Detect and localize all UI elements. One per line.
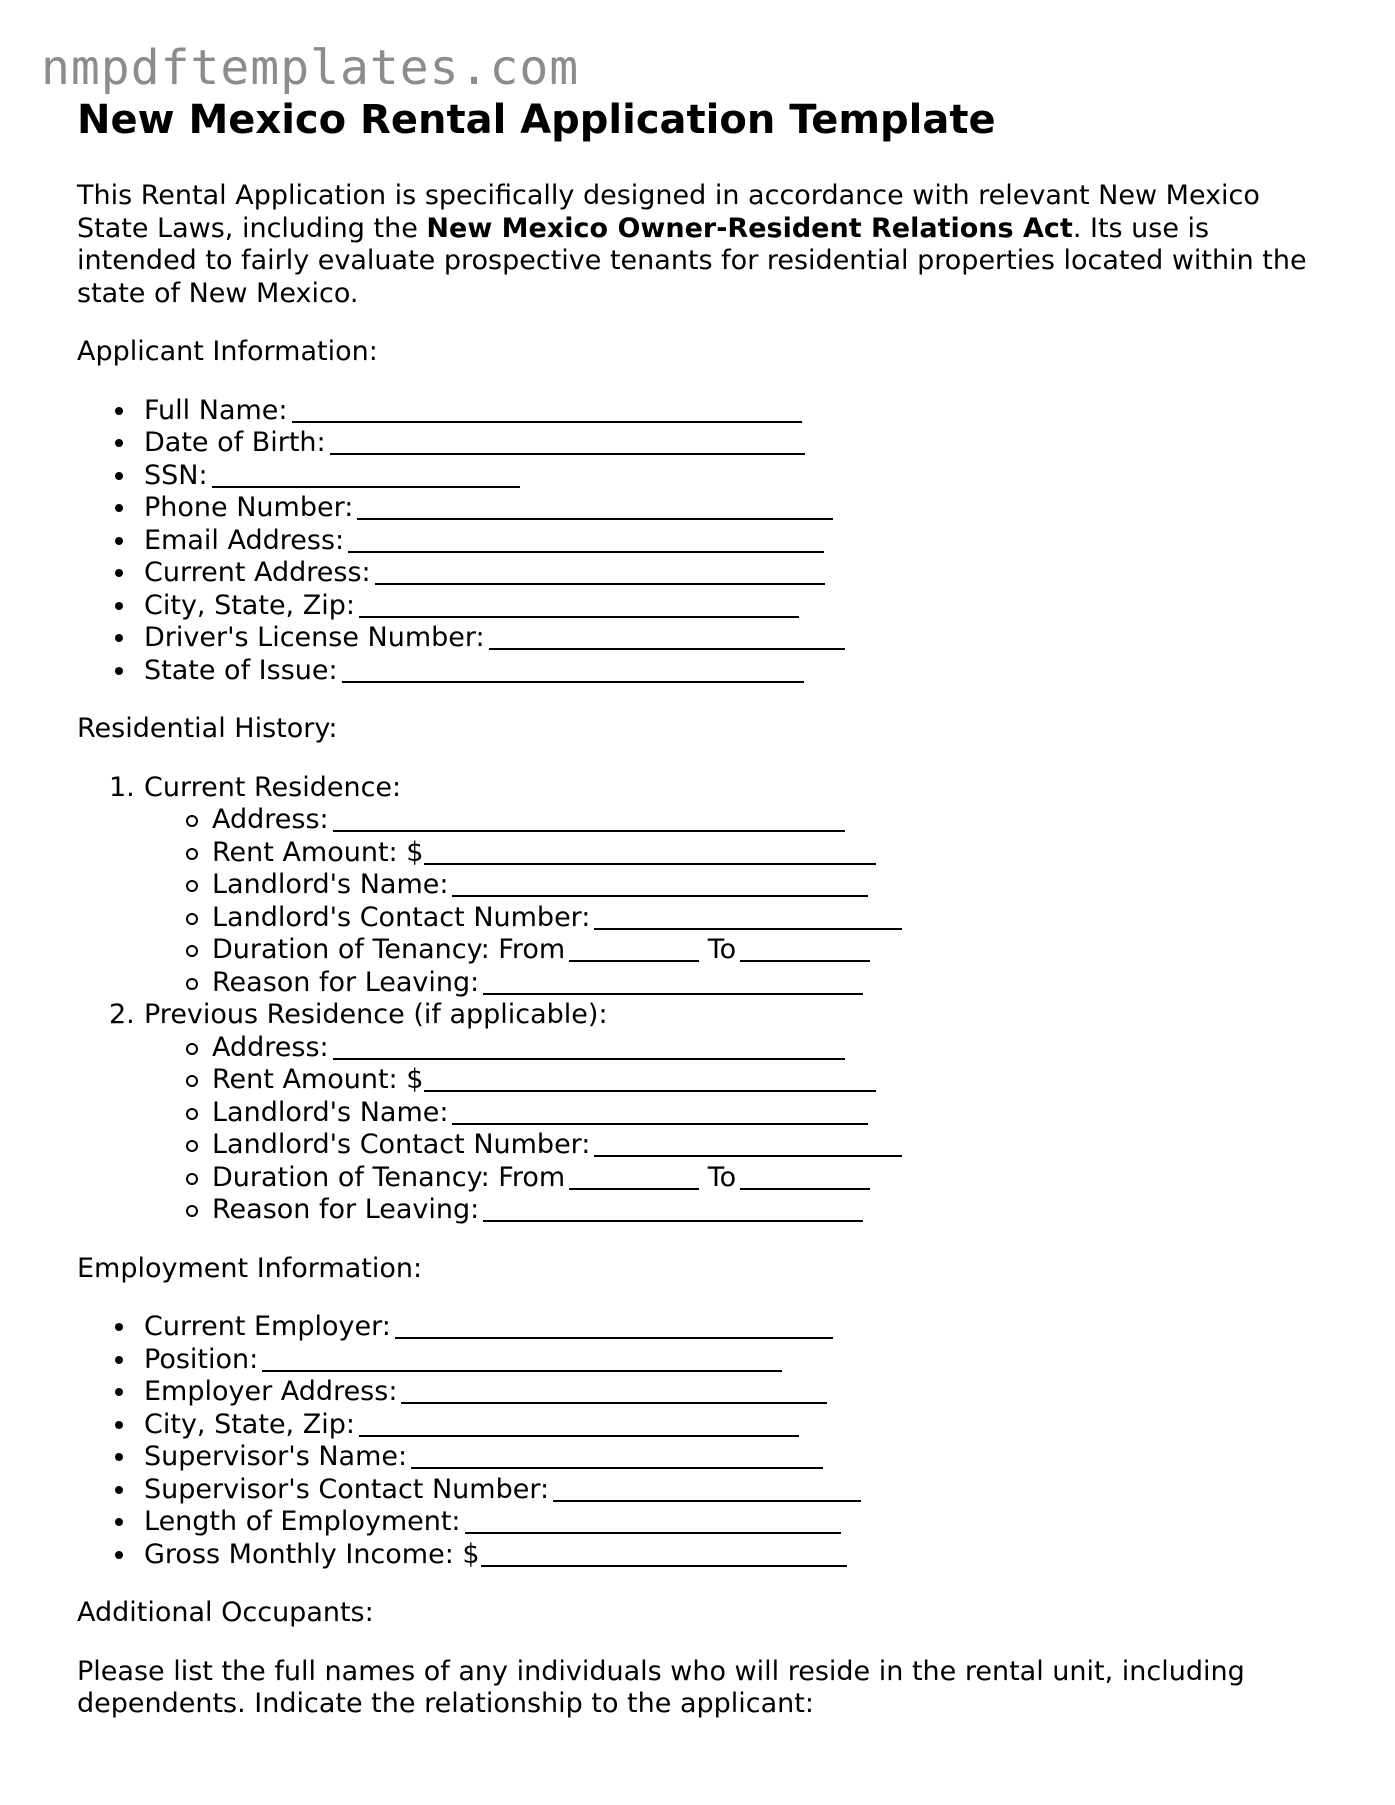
field-label: Current Address: — [144, 557, 371, 588]
field-employer-address — [77, 1376, 1367, 1409]
current-employer-blank[interactable] — [395, 1337, 833, 1339]
gross-monthly-income-blank[interactable] — [481, 1565, 847, 1567]
field-label: Length of Employment: — [144, 1506, 461, 1537]
occupants-instructions: Please list the full names of any individuals who will reside in the rental unit, including dependents. Indicate the relationship to the applicant: — [77, 1655, 1245, 1719]
previous-reason-blank[interactable] — [483, 1220, 863, 1222]
previous-duration-from-blank[interactable] — [569, 1188, 699, 1190]
occupants-section-heading: Additional Occupants: — [77, 1597, 374, 1628]
current-address-blank[interactable] — [375, 583, 825, 585]
previous-landlord-contact-field — [144, 1129, 1367, 1162]
current-rent-amount-blank[interactable] — [424, 863, 876, 865]
previous-residence-label: Previous Residence (if applicable): — [144, 999, 608, 1030]
current-residence-label: Current Residence: — [144, 771, 402, 803]
field-label: Reason for Leaving: — [212, 966, 480, 998]
field-current-employer — [77, 1311, 1367, 1344]
field-label: Landlord's Name: — [212, 869, 449, 900]
current-residence-address-blank[interactable] — [333, 830, 845, 832]
length-of-employment-blank[interactable] — [465, 1532, 841, 1534]
duration-to-label: To — [707, 1161, 737, 1193]
intro-text-end: . Its use is intended to fairly evaluate prospective tenants for residential properties located within the state of New Mexico. — [77, 212, 1307, 309]
ssn-blank[interactable] — [212, 486, 520, 488]
current-landlord-name-blank[interactable] — [452, 895, 868, 897]
current-rent-field — [144, 837, 1367, 870]
field-label: Phone Number: — [144, 492, 354, 523]
previous-landlord-name-field — [144, 1097, 1367, 1130]
current-landlord-name-field — [144, 869, 1367, 902]
current-landlord-contact-blank[interactable] — [594, 928, 902, 930]
field-label: Rent Amount: $ — [212, 1064, 424, 1095]
state-of-issue-blank[interactable] — [342, 681, 804, 683]
field-supervisor-contact — [77, 1474, 1367, 1507]
duration-to-label: To — [707, 934, 737, 965]
current-address-field — [144, 804, 1367, 837]
field-label: Supervisor's Contact Number: — [144, 1473, 550, 1505]
field-gross-monthly-income — [77, 1539, 1367, 1572]
intro-paragraph — [77, 180, 1327, 310]
previous-residence-address-blank[interactable] — [333, 1058, 845, 1060]
field-label: Employer Address: — [144, 1376, 398, 1407]
field-label: State of Issue: — [144, 654, 338, 686]
field-date-of-birth — [77, 427, 1367, 460]
applicant-section-heading: Applicant Information: — [77, 336, 378, 367]
field-label: Email Address: — [144, 524, 345, 556]
field-employer-city-state-zip — [77, 1409, 1367, 1442]
field-label: Supervisor's Name: — [144, 1441, 408, 1472]
field-label: Rent Amount: $ — [212, 836, 424, 868]
field-label: Full Name: — [144, 394, 288, 426]
previous-duration-to-blank[interactable] — [740, 1188, 870, 1190]
current-duration-from-blank[interactable] — [569, 960, 699, 962]
field-label: SSN: — [144, 459, 208, 491]
current-residence-fields — [144, 804, 1367, 999]
watermark-text: nmpdftemplates.com — [41, 40, 580, 96]
field-label: Reason for Leaving: — [212, 1194, 480, 1225]
field-label: Gross Monthly Income: $ — [144, 1538, 480, 1570]
supervisor-contact-blank[interactable] — [553, 1500, 861, 1502]
page-title: New Mexico Rental Application Template — [77, 97, 996, 143]
field-label: Position: — [144, 1343, 259, 1375]
position-blank[interactable] — [262, 1370, 782, 1372]
field-supervisor-name — [77, 1441, 1367, 1474]
field-length-of-employment — [77, 1506, 1367, 1539]
field-drivers-license-number — [77, 622, 1367, 655]
field-label: Driver's License Number: — [144, 622, 485, 653]
previous-address-field — [144, 1032, 1367, 1065]
employment-section-heading: Employment Information: — [77, 1252, 423, 1284]
field-city-state-zip — [77, 590, 1367, 623]
date-of-birth-blank[interactable] — [330, 453, 805, 455]
previous-reason-field — [144, 1194, 1367, 1227]
field-label: Address: — [212, 804, 329, 835]
list-number: 2. — [109, 999, 135, 1030]
field-label: Current Employer: — [144, 1311, 391, 1342]
current-residence-item — [77, 772, 1367, 1000]
current-landlord-contact-field — [144, 902, 1367, 935]
field-current-address — [77, 557, 1367, 590]
previous-duration-field — [144, 1162, 1367, 1195]
full-name-blank[interactable] — [292, 421, 802, 423]
field-label: Address: — [212, 1031, 329, 1063]
previous-rent-field — [144, 1064, 1367, 1097]
previous-landlord-contact-blank[interactable] — [594, 1155, 902, 1157]
document-page — [77, 94, 1367, 1721]
current-reason-blank[interactable] — [483, 993, 863, 995]
current-reason-field — [144, 967, 1367, 1000]
field-label: Landlord's Contact Number: — [212, 901, 591, 933]
field-label: Duration of Tenancy: From — [212, 934, 566, 965]
field-ssn — [77, 460, 1367, 493]
field-label: Duration of Tenancy: From — [212, 1161, 566, 1193]
city-state-zip-blank[interactable] — [359, 616, 799, 618]
current-duration-to-blank[interactable] — [740, 960, 870, 962]
field-label: City, State, Zip: — [144, 589, 355, 621]
field-email-address — [77, 525, 1367, 558]
list-number: 1. — [109, 771, 135, 803]
drivers-license-number-blank[interactable] — [489, 648, 845, 650]
field-position — [77, 1344, 1367, 1377]
residence-list — [77, 772, 1367, 1227]
field-full-name — [77, 395, 1367, 428]
previous-residence-item — [77, 999, 1367, 1227]
field-label: Landlord's Name: — [212, 1096, 449, 1128]
applicant-field-list — [77, 395, 1367, 688]
intro-act-name: New Mexico Owner-Resident Relations Act — [426, 212, 1073, 244]
previous-rent-amount-blank[interactable] — [424, 1090, 876, 1092]
phone-number-blank[interactable] — [357, 518, 833, 520]
email-address-blank[interactable] — [348, 551, 824, 553]
current-duration-field — [144, 934, 1367, 967]
field-label: City, State, Zip: — [144, 1408, 355, 1440]
employer-city-state-zip-blank[interactable] — [359, 1435, 799, 1437]
field-state-of-issue — [77, 655, 1367, 688]
intro-text-start: This Rental Application is specifically designed in accordance with relevant New Mexico State Laws, including the — [77, 180, 1260, 244]
residential-section-heading: Residential History: — [77, 713, 338, 744]
field-label: Date of Birth: — [144, 427, 326, 458]
field-phone-number — [77, 492, 1367, 525]
previous-landlord-name-blank[interactable] — [452, 1123, 868, 1125]
field-label: Landlord's Contact Number: — [212, 1129, 591, 1160]
previous-residence-fields — [144, 1032, 1367, 1227]
employer-address-blank[interactable] — [401, 1402, 827, 1404]
supervisor-name-blank[interactable] — [411, 1467, 823, 1469]
employment-field-list — [77, 1311, 1367, 1571]
